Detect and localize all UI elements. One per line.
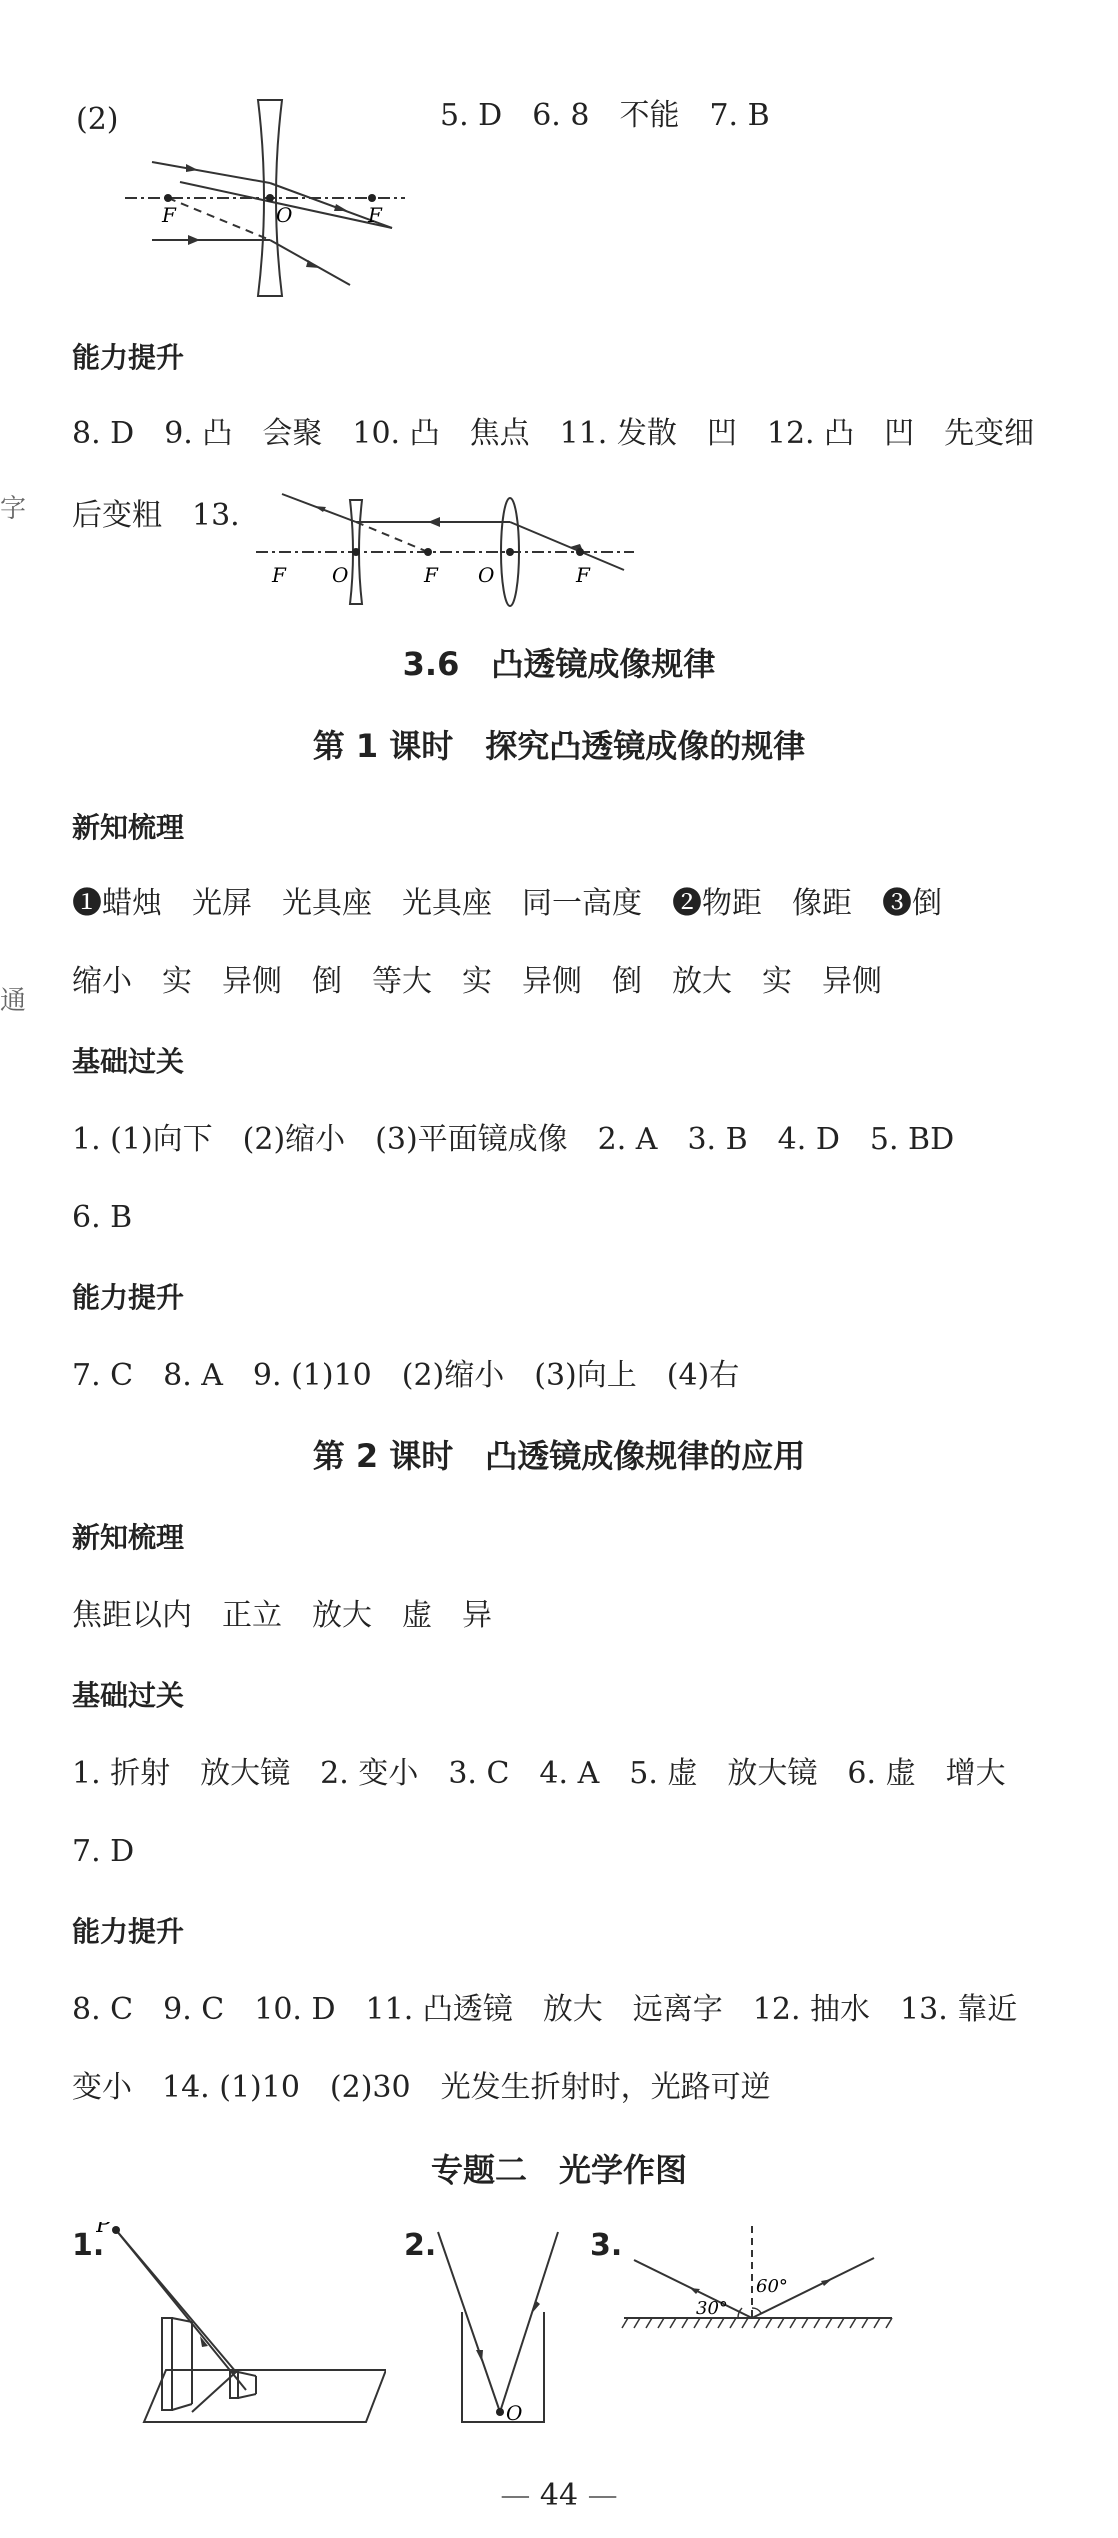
lesson1-line2: 缩小 实 异侧 倒 等大 实 异侧 倒 放大 实 异侧: [72, 964, 882, 999]
mirror-shadow-diagram: [96, 2222, 386, 2436]
lesson1-heading-ability: 能力提升: [72, 1281, 185, 1314]
fig-label-f-right: F: [368, 203, 382, 227]
answers-5-7: 5. D 6. 8 不能 7. B: [440, 98, 770, 133]
lesson1-line1: ❶蜡烛 光屏 光具座 光具座 同一高度 ❷物距 像距 ❸倒: [72, 886, 942, 921]
angle-30: 30°: [696, 2298, 728, 2319]
lesson2-line1: 焦距以内 正立 放大 虚 异: [72, 1598, 492, 1633]
margin-mark-1: 字: [0, 494, 27, 524]
lens-combination-diagram: [252, 490, 642, 614]
lesson2-heading-basic: 基础过关: [72, 1679, 185, 1712]
angle-60: 60°: [756, 2276, 788, 2297]
topic-item-1-number: 1.: [72, 2228, 105, 2263]
topic-item-3-number: 3.: [590, 2228, 623, 2263]
topic-item-2-number: 2.: [404, 2228, 437, 2263]
lesson1-title: 第 1 课时 探究凸透镜成像的规律: [312, 727, 806, 765]
topic-title: 专题二 光学作图: [430, 2151, 687, 2189]
lesson1-line4: 6. B: [72, 1200, 133, 1235]
lesson1-heading-new: 新知梳理: [72, 811, 185, 844]
fig2-label-o-2: O: [478, 563, 495, 587]
chapter-title: 3.6 凸透镜成像规律: [402, 645, 716, 683]
lesson2-title: 第 2 课时 凸透镜成像规律的应用: [312, 1437, 806, 1475]
fig2-label-o-1: O: [332, 563, 349, 587]
lesson2-line3: 7. D: [72, 1834, 135, 1869]
margin-mark-2: 通: [0, 986, 27, 1016]
lesson1-line5: 7. C 8. A 9. (1)10 (2)缩小 (3)向上 (4)右: [72, 1358, 740, 1393]
lesson1-line3: 1. (1)向下 (2)缩小 (3)平面镜成像 2. A 3. B 4. D 5. BD: [72, 1122, 955, 1157]
lesson2-line4: 8. C 9. C 10. D 11. 凸透镜 放大 远离字 12. 抽水 13. 靠近: [72, 1992, 1018, 2027]
fig-label-f-left: F: [162, 203, 176, 227]
heading-ability-1: 能力提升: [72, 341, 185, 374]
plane-mirror-reflection-diagram: [620, 2222, 900, 2346]
label-o: O: [506, 2401, 523, 2425]
item-2-label: (2): [76, 102, 119, 137]
fig-label-o: O: [276, 203, 293, 227]
lesson2-line2: 1. 折射 放大镜 2. 变小 3. C 4. A 5. 虚 放大镜 6. 虚 增大: [72, 1756, 1006, 1791]
fig2-label-f-2: F: [424, 563, 438, 587]
page-number-value: 44: [539, 2478, 579, 2513]
fig2-label-f-3: F: [576, 563, 590, 587]
concave-lens-diagram: [120, 90, 420, 304]
label-p: P: [96, 2222, 111, 2238]
answers-8-12: 8. D 9. 凸 会聚 10. 凸 焦点 11. 发散 凹 12. 凸 凹 先变细: [72, 416, 1035, 451]
answers-12-13: 后变粗 13.: [72, 498, 240, 533]
fig2-label-f-1: F: [272, 563, 286, 587]
lesson2-line5: 变小 14. (1)10 (2)30 光发生折射时，光路可逆: [72, 2070, 771, 2105]
lesson2-heading-new: 新知梳理: [72, 1521, 185, 1554]
page-number: — 44 —: [500, 2478, 618, 2513]
container-reflection-diagram: [428, 2222, 568, 2436]
lesson2-heading-ability: 能力提升: [72, 1915, 185, 1948]
lesson1-heading-basic: 基础过关: [72, 1045, 185, 1078]
